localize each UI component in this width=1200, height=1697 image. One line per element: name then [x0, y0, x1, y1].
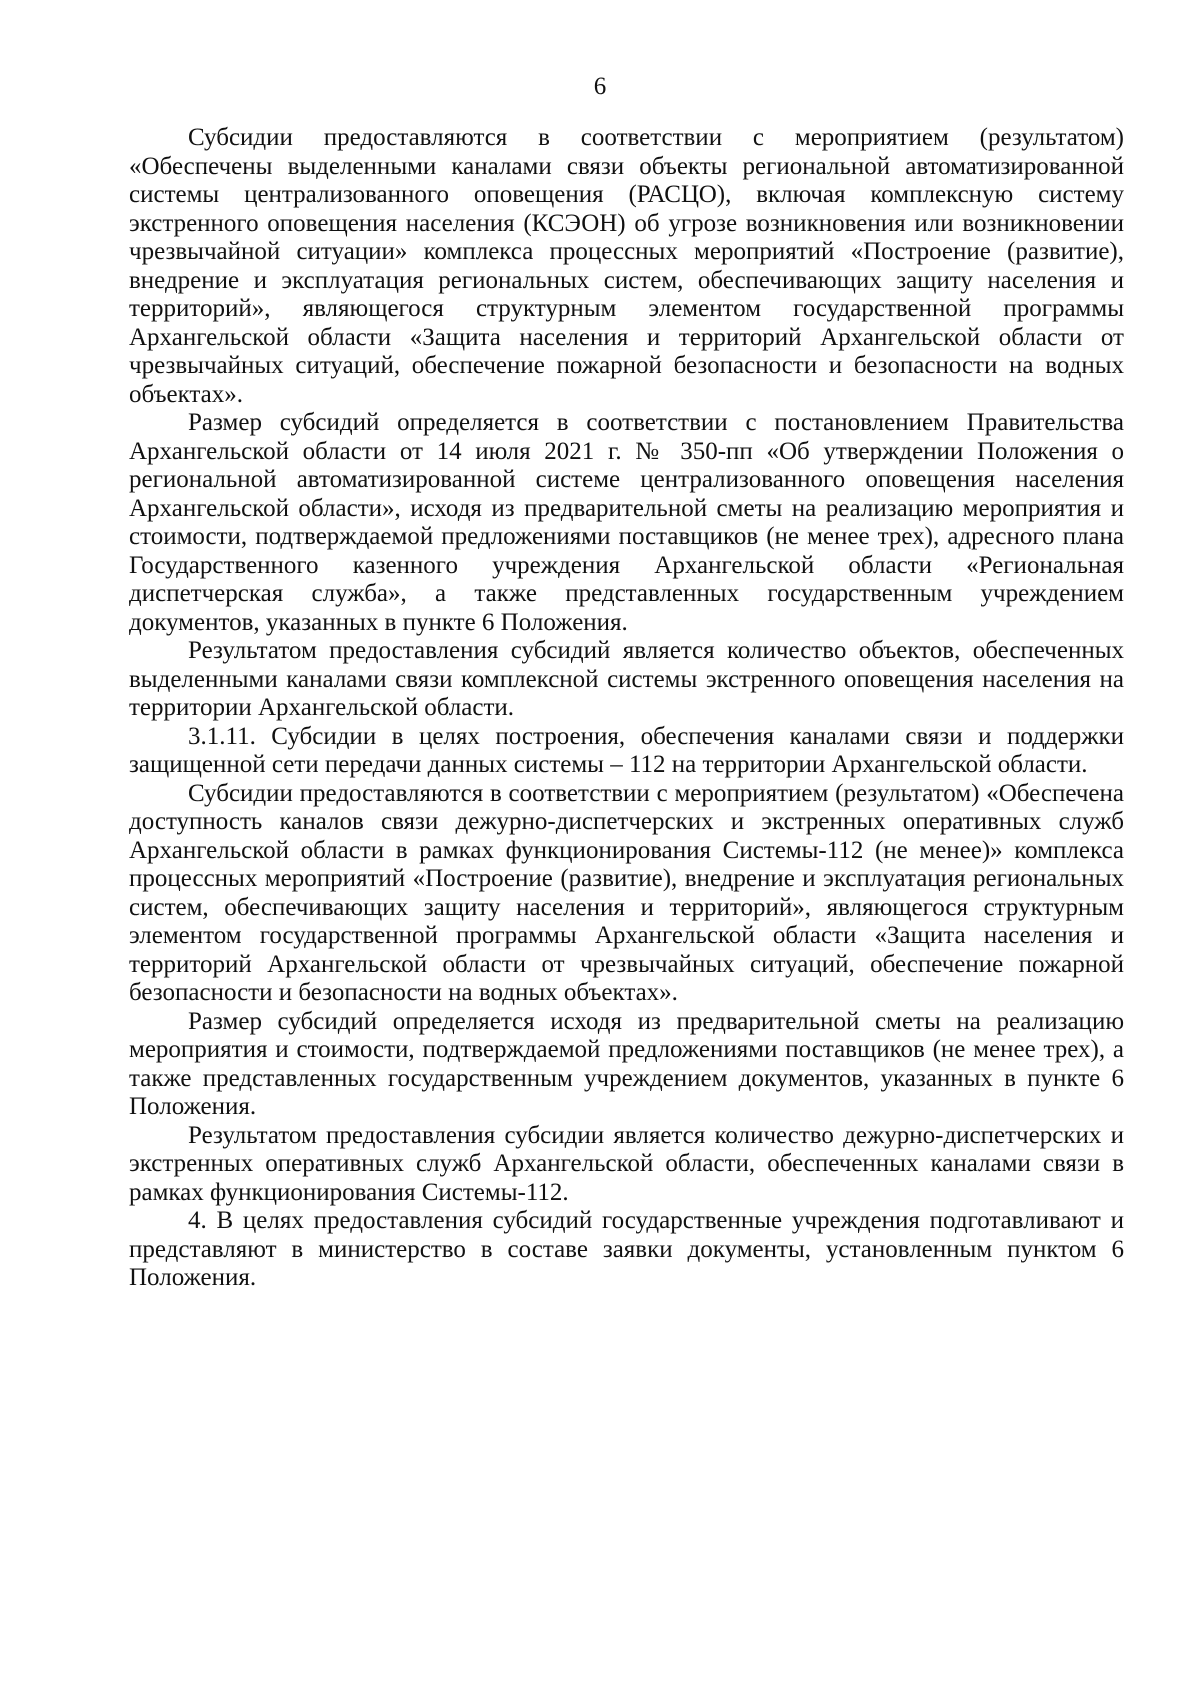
paragraph-subsidy-size-rasco: Размер субсидий определяется в соответствии с постановлением Правительства Архангельской области от 14 июля 2021 г. № 350-пп «Об утверждении Положения о региональной автоматизированной системе централизованного оповещения населения Архангельской области», исходя из предварительной сметы на реализацию мероприятия и стоимости, подтверждаемой предложениями поставщиков (не менее трех), адресного плана Государственного казенного учреждения Архангельской области «Региональная диспетчерская служба», а также представленных государственным учреждением документов, указанных в пункте 6 Положения.: [129, 409, 1124, 636]
paragraph-section-3-1-11: 3.1.11. Субсидии в целях построения, обеспечения каналами связи и поддержки защищенной сети передачи данных системы – 112 на территории Архангельской области.: [129, 722, 1124, 778]
paragraph-section-4: 4. В целях предоставления субсидий государственные учреждения подготавливают и представляют в министерство в составе заявки документы, установленным пунктом 6 Положения.: [129, 1207, 1124, 1291]
paragraph-subsidy-rasco: Субсидии предоставляются в соответствии с мероприятием (результатом) «Обеспечены выделенными каналами связи объекты региональной автоматизированной системы централизованного оповещения (РАСЦО), включая комплексную систему экстренного оповещения населения (КСЭОН) об угрозе возникновения или возникновении чрезвычайной ситуации» комплекса процессных мероприятий «Построение (развитие), внедрение и эксплуатация региональных систем, обеспечивающих защиту населения и территорий», являющегося структурным элементом государственной программы Архангельской области «Защита населения и территорий Архангельской области от чрезвычайных ситуаций, обеспечение пожарной безопасности и безопасности на водных объектах».: [129, 124, 1124, 408]
paragraph-subsidy-result-system-112: Результатом предоставления субсидии является количество дежурно-диспетчерских и экстренных оперативных служб Архангельской области, обеспеченных каналами связи в рамках функционирования Системы-112.: [129, 1121, 1124, 1206]
paragraph-subsidy-result-rasco: Результатом предоставления субсидий является количество объектов, обеспеченных выделенными каналами связи комплексной системы экстренного оповещения населения на территории Архангельской области.: [129, 637, 1124, 721]
paragraph-subsidy-system-112: Субсидии предоставляются в соответствии с мероприятием (результатом) «Обеспечена доступность каналов связи дежурно-диспетчерских и экстренных оперативных служб Архангельской области в рамках функционирования Системы-112 (не менее)» комплекса процессных мероприятий «Построение (развитие), внедрение и эксплуатация региональных систем, обеспечивающих защиту населения и территорий», являющегося структурным элементом государственной программы Архангельской области «Защита населения и территорий Архангельской области от чрезвычайных ситуаций, обеспечение пожарной безопасности и безопасности на водных объектах».: [129, 779, 1124, 1006]
document-body: [129, 124, 1124, 1293]
page-number: 6: [593, 73, 607, 100]
paragraph-subsidy-size-system-112: Размер субсидий определяется исходя из предварительной сметы на реализацию мероприятия и стоимости, подтверждаемой предложениями поставщиков (не менее трех), а также представленных государственным учреждением документов, указанных в пункте 6 Положения.: [129, 1007, 1124, 1120]
